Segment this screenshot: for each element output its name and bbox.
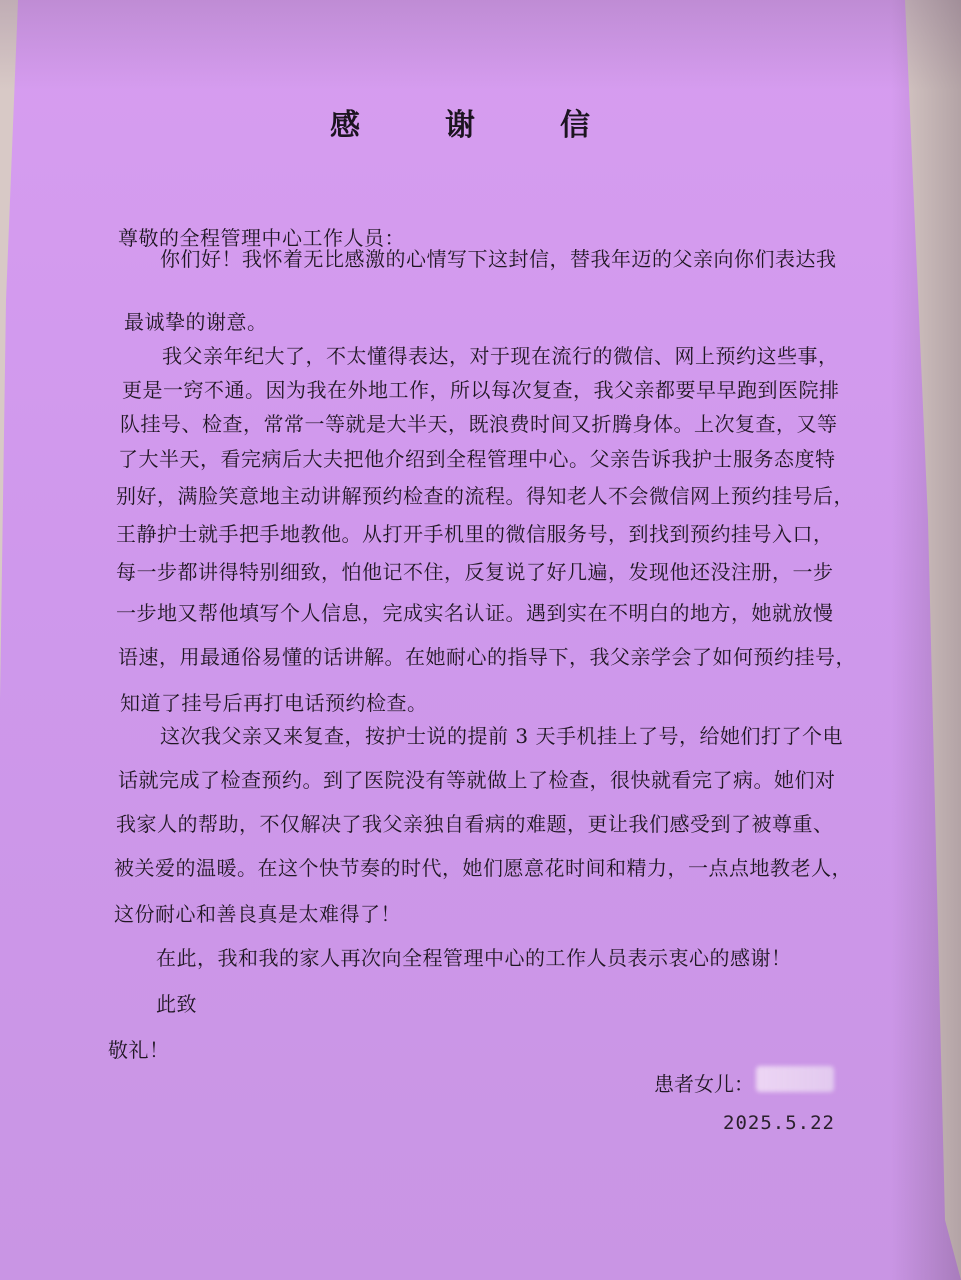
body-line: 知道了挂号后再打电话预约检查。 — [120, 691, 428, 715]
letter-date: 2025.5.22 — [723, 1112, 835, 1134]
body-line: 了大半天，看完病后大夫把他介绍到全程管理中心。父亲告诉我护士服务态度特 — [118, 447, 836, 471]
body-line: 我父亲年纪大了，不太懂得表达，对于现在流行的微信、网上预约这些事， — [162, 344, 839, 368]
body-line: 我家人的帮助，不仅解决了我父亲独自看病的难题，更让我们感受到了被尊重、 — [116, 812, 834, 836]
redacted-name — [756, 1066, 834, 1092]
closing-jingli: 敬礼！ — [108, 1038, 170, 1062]
body-line: 你们好！我怀着无比感激的心情写下这封信，替我年迈的父亲向你们表达我 — [160, 247, 837, 271]
body-line: 这份耐心和善良真是太难得了！ — [114, 902, 401, 926]
title-char-1: 感 — [330, 108, 360, 143]
signature-label: 患者女儿： — [654, 1072, 754, 1096]
letter-title — [330, 100, 590, 144]
closing-cizhi: 此致 — [156, 992, 197, 1016]
title-char-2: 谢 — [445, 108, 475, 143]
body-line: 最诚挚的谢意。 — [124, 310, 268, 334]
body-line: 别好，满脸笑意地主动讲解预约检查的流程。得知老人不会微信网上预约挂号后， — [116, 484, 854, 508]
salutation: 尊敬的全程管理中心工作人员： — [118, 226, 405, 250]
body-line: 更是一窍不通。因为我在外地工作，所以每次复查，我父亲都要早早跑到医院排 — [122, 378, 840, 402]
body-line: 语速，用最通俗易懂的话讲解。在她耐心的指导下，我父亲学会了如何预约挂号， — [118, 645, 856, 669]
body-line: 每一步都讲得特别细致，怕他记不住，反复说了好几遍，发现他还没注册，一步 — [116, 560, 834, 584]
body-line: 王静护士就手把手地教他。从打开手机里的微信服务号，到找到预约挂号入口， — [116, 522, 834, 546]
title-char-3: 信 — [560, 108, 590, 143]
body-line: 话就完成了检查预约。到了医院没有等就做上了检查，很快就看完了病。她们对 — [118, 768, 836, 792]
body-line: 一步地又帮他填写个人信息，完成实名认证。遇到实在不明白的地方，她就放慢 — [116, 601, 834, 625]
body-line: 这次我父亲又来复查，按护士说的提前 3 天手机挂上了号，给她们打了个电 — [160, 724, 843, 748]
body-line: 队挂号、检查，常常一等就是大半天，既浪费时间又折腾身体。上次复查，又等 — [120, 412, 838, 436]
closing-line: 在此，我和我的家人再次向全程管理中心的工作人员表示衷心的感谢！ — [156, 946, 792, 970]
body-line: 被关爱的温暖。在这个快节奏的时代，她们愿意花时间和精力，一点点地教老人， — [114, 856, 852, 880]
